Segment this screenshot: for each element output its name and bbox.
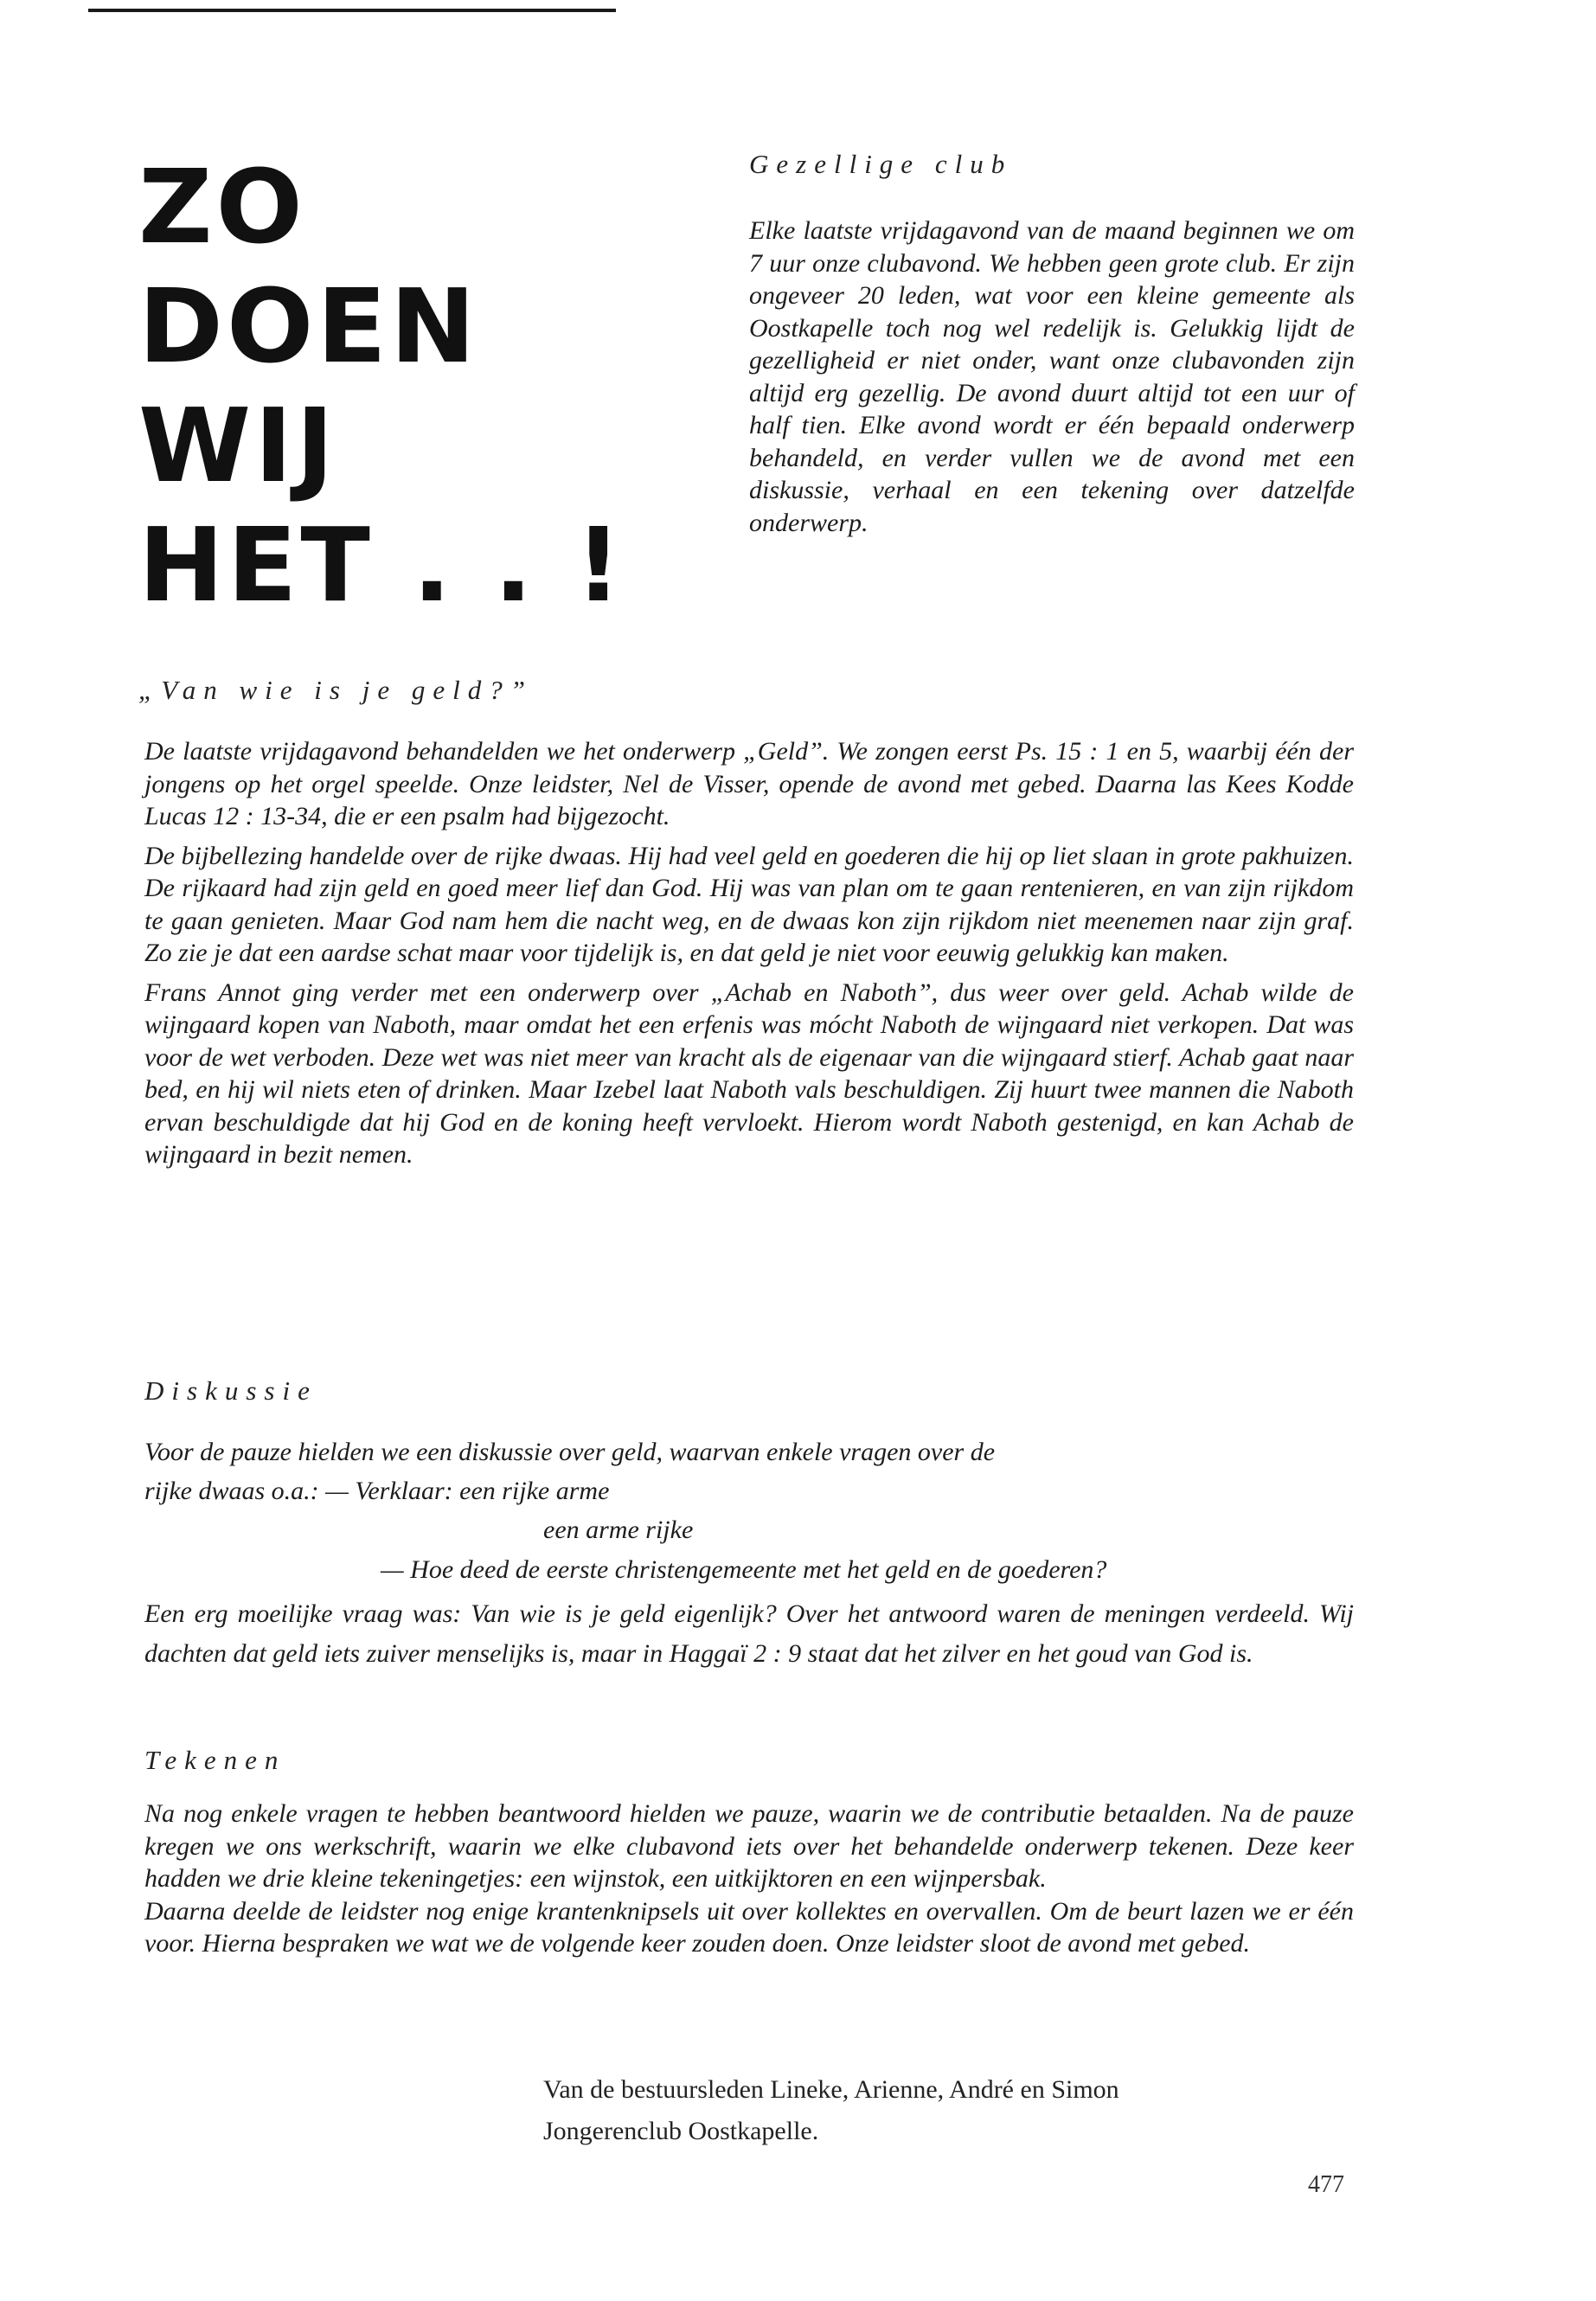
section-diskussie-intro [144, 1436, 1354, 1469]
question-line: rijke dwaas o.a.: — Verklaar: een rijke arme [144, 1477, 610, 1505]
top-rule [88, 9, 616, 12]
section-heading-van-wie-is-je-geld: „Van wie is je geld?” [138, 675, 533, 705]
signature-line: Jongerenclub Oostkapelle. [543, 2117, 819, 2145]
paragraph: De bijbellezing handelde over de rijke dwaas. Hij had veel geld en goederen die hij op liet slaan in grote pakhuizen. De rijkaard had zijn geld en goed meer lief dan God. Hij was van plan om te gaan rentenieren, en van zijn rijkdom te gaan genieten. Maar God nam hem die nacht weg, en de dwaas kon zijn rijkdom niet meenemen naar zijn graf. Zo zie je dat een aardse schat maar voor tijdelijk is, en dat geld je niet voor eeuwig gelukkig kan maken. [144, 841, 1354, 967]
page-number: 477 [1308, 2171, 1344, 2198]
signature [543, 2069, 1119, 2152]
section-gezellige-club-text [749, 215, 1355, 539]
section-diskussie-text [144, 1594, 1354, 1674]
section-heading-diskussie: Diskussie [144, 1375, 317, 1406]
title-line: WIJ [138, 386, 337, 505]
title-line: DOEN [138, 266, 479, 386]
article-title [138, 147, 625, 625]
section-van-wie-is-je-geld-text [144, 735, 1354, 1171]
section-heading-tekenen: Tekenen [144, 1745, 286, 1775]
paragraph: Elke laatste vrijdagavond van de maand beginnen we om 7 uur onze clubavond. We hebben geen grote club. Er zijn ongeveer 20 leden, wat voor een kleine gemeente als Oostkapelle toch nog wel redelijk is. Gelukkig lijdt de gezelligheid er niet onder, want onze clubavonden zijn altijd erg gezellig. De avond duurt altijd tot een uur of half tien. Elke avond wordt er één bepaald onderwerp behandeld, en verder vullen we de avond met een diskussie, verhaal en een tekening over datzelfde onderwerp. [749, 216, 1355, 537]
paragraph: Een erg moeilijke vraag was: Van wie is je geld eigenlijk? Over het antwoord waren de meningen verdeeld. Wij dachten dat geld iets zuiver menselijks is, maar in Haggaï 2 : 9 staat dat het zilver en het goud van God is. [144, 1599, 1354, 1668]
title-line: ZO [138, 147, 306, 266]
paragraph: Voor de pauze hielden we een diskussie over geld, waarvan enkele vragen over de [144, 1438, 996, 1466]
question-line: een arme rijke [543, 1516, 694, 1544]
section-tekenen-text [144, 1798, 1354, 1960]
section-heading-gezellige-club: Gezellige club [749, 149, 1013, 179]
paragraph: Frans Annot ging verder met een onderwerp over „Achab en Naboth”, dus weer over geld. Achab wilde de wijngaard kopen van Naboth, maar omdat het een erfenis was mócht Naboth de wijngaard niet verkopen. Dat was voor de wet verboden. Deze wet was niet meer van kracht als de eigenaar van die wijngaard stierf. Achab gaat naar bed, en hij wil niets eten of drinken. Maar Izebel laat Naboth vals beschuldigen. Zij huurt twee mannen die Naboth ervan beschuldigde dat hij God en de koning heeft vervloekt. Hierom wordt Naboth gestenigd, en kan Achab de wijngaard in bezit nemen. [144, 977, 1354, 1169]
signature-line: Van de bestuursleden Lineke, Arienne, André en Simon [543, 2075, 1119, 2104]
question-line: — Hoe deed de eerste christengemeente met het geld en de goederen? [381, 1555, 1107, 1584]
paragraph: Na nog enkele vragen te hebben beantwoord hielden we pauze, waarin we de contributie betaalden. Na de pauze kregen we ons werkschrift, waarin we elke clubavond iets over het behandelde onderwerp tekenen. Deze keer hadden we drie kleine tekeningetjes: een wijnstok, een uitkijktoren en een wijnpersbak. [144, 1799, 1354, 1893]
paragraph: De laatste vrijdagavond behandelden we het onderwerp „Geld”. We zongen eerst Ps. 15 : 1 en 5, waarbij één der jongens op het orgel speelde. Onze leidster, Nel de Visser, opende de avond met gebed. Daarna las Kees Kodde Lucas 12 : 13-34, die er een psalm had bijgezocht. [144, 737, 1354, 830]
title-line: HET . . ! [138, 505, 625, 625]
paragraph: Daarna deelde de leidster nog enige krantenknipsels uit over kollektes en overvallen. Om de beurt lazen we er één voor. Hierna bespraken we wat we de volgende keer zouden doen. Onze leidster sloot de avond met gebed. [144, 1896, 1354, 1958]
